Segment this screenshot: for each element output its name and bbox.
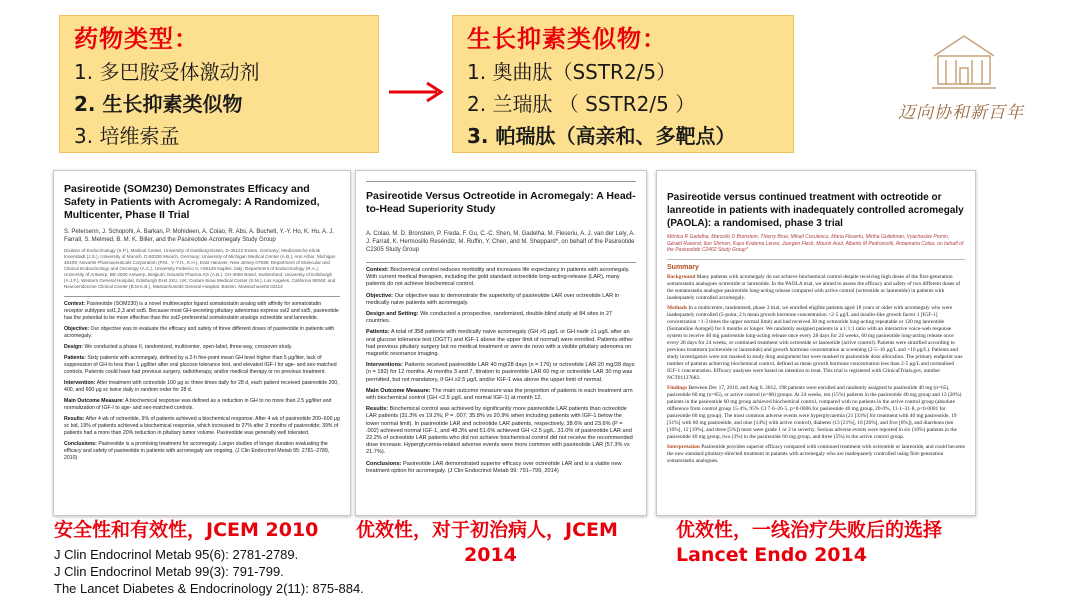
- paper-section: Results: After 4 wk of octreotide, 9% of patients achieved a biochemical response. After 4 wk of pasireotide 200–600 μg sc bid, 19% of patients achieved a biochemical response, which increased to 27% after 3 months of pasireotide; 39% of patients had a more than 20% reduction in pituitary tumor volume. Pasireotide was generally well tolerated.: [64, 416, 340, 436]
- paper-section: Patients: Sixty patients with acromegaly, defined by a 2-h five-point mean GH level higher than 5 μg/liter, lack of suppression of GH to less than 1 μg/liter after oral glucose tolerance test, and elevated IGF-I for age- and sex-matched controls. Patients could have had previous surgery, radiotherapy, and/or medical therapy or no previous treatment.: [64, 355, 337, 375]
- paper-section: Design and Setting: We conducted a prospective, randomized, double-blind study at 84 sites in 27 countries.: [366, 311, 613, 325]
- analog-item-3: 3. 帕瑞肽（高亲和、多靶点）: [467, 124, 736, 148]
- analog-item-2: 2. 兰瑞肽 （ SSTR2/5 ）: [467, 92, 696, 116]
- paper-section: Objective: Our objective was to demonstrate the superiority of pasireotide LAR over octreotide LAR in medically naive patients with acromegaly.: [366, 292, 620, 306]
- somatostatin-analog-box: [452, 15, 794, 153]
- paper-title: Pasireotide versus continued treatment with octreotide or lanreotide in patients with inadequately controlled acromegaly (PAOLA): a randomised, phase 3 trial: [667, 192, 964, 229]
- paper-section: Background Many patients with acromegaly do not achieve biochemical control despite receiving high doses of the first-generation somatostatin analogues octreotide or lanreotide. In the PAOLA trial, we aimed to assess the efficacy and safety of two different doses of the somatostatin analogue pasireotide long-acting release compared with active control (octreotide or lanreotide) in patients with inadequately controlled acromegaly.: [667, 273, 961, 301]
- paper-section: Results: Biochemical control was achieved by significantly more pasireotide LAR patients than octreotide LAR patients (31.3% vs 19.2%; P = .007; 35.8% vs 20.9% when including patients with IGF-1 below the lower normal limit). In pasireotide LAR and octreotide LAR patients, respectively, 38.6% and 23.6% (P = .002) achieved normal IGF-1, and 48.3% and 51.6% achieved GH <2.5 μg/L. 31.0% of pasireotide LAR and 22.2% of octreotide LAR patients who did not achieve biochemical control did not receive the recommended dose increase. Hyperglycemia-related adverse events were more common with pasireotide LAR (57.3% vs 21.7%).: [366, 406, 633, 456]
- divider: [667, 259, 965, 260]
- divider: [64, 296, 340, 297]
- drug-type-box: [59, 15, 379, 153]
- reference-item: J Clin Endocrinol Metab 99(3): 791-799.: [54, 564, 284, 579]
- drug-type-list: [74, 56, 364, 152]
- paper-lancet-2014: [656, 170, 976, 516]
- right-arrow-icon: [387, 80, 447, 104]
- caption-paper-2: 优效性，对于初治病人，JCEM 2014: [356, 519, 618, 566]
- caption-paper-1: 安全性和有效性，JCEM 2010: [54, 519, 319, 541]
- paper-authors: A. Colao, M. D. Bronstein, P. Freda, F. Gu, C.-C. Shen, M. Gadelha, M. Fleseriu, A. J. van der Lely, A. J. Farrall, K. Hermosillo Reséndiz, M. Ruffin, Y. Chen, and M. Sheppard*, on behalf of the Pasireotide C2305 Study Group: [366, 231, 635, 253]
- somatostatin-analog-list: [467, 56, 779, 152]
- summary-heading: Summary: [667, 263, 699, 271]
- paper-section: Conclusions: Pasireotide LAR demonstrated superior efficacy over octreotide LAR and is a viable new treatment option for acromegaly. (J Clin Endocrinol Metab 99: 791–799, 2014): [366, 460, 622, 474]
- drug-type-item-2: 2. 生长抑素类似物: [74, 92, 243, 116]
- paper-section: Objective: Our objective was to evaluate the efficacy and safety of three different doses of pasireotide in patients with acromegaly.: [64, 326, 335, 339]
- paper-section: Interpretation Pasireotide provides superior efficacy compared with continued treatment with octreotide or lanreotide, and could become the new standard pituitary-directed treatment in patients with acromegaly who are inadequately controlled using first-generation somatostatin analogues.: [667, 443, 966, 464]
- drug-type-title: 药物类型：: [74, 25, 199, 53]
- paper-authors: Mônica R Gadelha, Marcello D Bronstein, Thierry Brue, Mihail Coculescu, Maria Fleseriu, Mirtha Guitelman, Vyacheslav Pronin, Gérald Raverot, Ilan Shimon, Kayo Kodama Lievre, Juergen Fleck, Mounir Aout, Alberto M Pedroncelli, Annamaria Colao, on behalf of the Pasireotide C2402 Study Group*: [667, 234, 964, 253]
- paper-section: Conclusions: Pasireotide is a promising treatment for acromegaly. Larger studies of longer duration evaluating the efficacy and safety of pasireotide in patients with acromegaly are ongoing. (J Clin Endocrinol Metab 95: 2781–2789, 2010): [64, 441, 330, 461]
- hospital-slogan: 迈向协和新百年: [898, 103, 1024, 123]
- paper-section: Patients: A total of 358 patients with medically naive acromegaly (GH >5 μg/L or GH nadir ≥1 μg/L after an oral glucose tolerance test (OGTT) and IGF-1 above the upper limit of normal) were enrolled. Patients either had previous pituitary surgery but no medical treatment or were de novo with a visible pituitary adenoma on magnetic resonance imaging.: [366, 329, 634, 358]
- caption-paper-3: 优效性，一线治疗失败后的选择 Lancet Endo 2014: [676, 519, 943, 566]
- paper-affiliations: Division of Endocrinology (S.P.), Medical Center, University of Duisburg-Essen, D-45122 Essen, Germany; Medizinische Klinik Innenstadt (J.S.), University of Munich, D-80336 Munich, Germany; University of Michigan Medical Center (A.B.), Ann Arbor, Michigan 48109; Novartis Pharmaceuticals Corporation (P.M., Y.-Y.H., K.H.), East Hanover, New Jersey 07936; Department of Molecular and Clinical Endocrinology and Oncology (A.C.), University Federico II, I-80125 Naples, Italy; Department of Endocrinology (R.A.), University of Antwerp, BE-2000 Antwerp, Belgium; Novartis Pharma AG (A.B.), CH-4056 Basel, Switzerland; University of Edinburgh (A.J.F.), Western General Hospital, Edinburgh EH4 2XU, UK; Cedars-Sinai Medical Center (S.M.), Los Angeles, California 90048; and Neuroendocrine Clinical Center (B.M.K.B.), Massachusetts General Hospital, Boston, Massachusetts 02114: [64, 248, 336, 289]
- paper-section: Main Outcome Measure: The main outcome measure was the proportion of patients in each treatment arm with biochemical control (GH <2.5 μg/L and normal IGF-1) at month 12.: [366, 387, 633, 402]
- reference-item: J Clin Endocrinol Metab 95(6): 2781-2789.: [54, 547, 299, 562]
- paper-title: Pasireotide (SOM230) Demonstrates Efficacy and Safety in Patients with Acromegaly: A Randomized, Multicenter, Phase II Trial: [64, 183, 320, 221]
- hospital-seal-icon: [928, 30, 1000, 92]
- somatostatin-analog-title: 生长抑素类似物：: [467, 25, 667, 53]
- paper-section: Findings Between Dec 17, 2010, and Aug 6, 2012, 198 patients were enrolled and randomly assigned to pasireotide 40 mg (n=65), pasireotide 60 mg (n=65), or active control (n=68) groups. At 24 weeks, ten (15%) patients in the pasireotide 40 mg group and 13 (20%) patients in the pasireotide 60 mg group achieved biochemical control, compared with no patients in the active control group (absolute difference from control group 15·4%, 95% CI 7·6–26·5, p=0·0006 for pasireotide 40 mg group, 20·0%, 11·1–31·8, p<0·0001 for pasireotide 60 mg group). The most common adverse events were hyperglycaemia (21 [33%] for treatment with 40 mg pasireotide, 19 [31%] with 60 mg pasireotide, and nine [14%] with active control), diabetes (13 [21%], 16 [26%], and five [8%]), and diarrhoea (ten [16%], 12 [19%], and three [5%]) most were grade 1 or 2 in severity. Serious adverse events were reported in six (10%) patients in the pasireotide 40 mg group, two (3%) in the pasireotide 60 mg group, and three (5%) in the active control group.: [667, 384, 962, 440]
- paper-jcem-2010: [53, 170, 351, 516]
- paper-authors: S. Petersenn, J. Schopohl, A. Barkan, P. Mohideen, A. Colao, R. Abs, A. Buchelt, Y.-Y. Ho, K. Hu, A. J. Farrall, S. Melmed, B. M. K. Biller, and the Pasireotide Acromegaly Study Group: [64, 229, 335, 243]
- drug-type-item-1: 1. 多巴胺受体激动剂: [74, 60, 260, 84]
- paper-section: Main Outcome Measure: A biochemical response was defined as a reduction in GH to no more than 2.5 μg/liter and normalization of IGF-I to age- and sex-matched controls.: [64, 398, 332, 411]
- paper-section: Context: Biochemical control reduces morbidity and increases life expectancy in patients with acromegaly. With current medical therapies, including the gold standard octreotide long-acting-release (LAR), many patients do not achieve biochemical control.: [366, 267, 630, 288]
- paper-section: Context: Pasireotide (SOM230) is a novel multireceptor ligand somatostatin analog with affinity for somatostatin receptor subtypes sst1,2,3 and sst5. Because most GH-secreting pituitary adenomas express sst2 and sst5, pasireotide has the potential to be more effective than the sst2-preferential somatostatin analogs octreotide and lanreotide.: [64, 301, 339, 321]
- analog-item-1: 1. 奥曲肽（SSTR2/5）: [467, 60, 677, 84]
- divider: [366, 181, 636, 182]
- paper-title: Pasireotide Versus Octreotide in Acromegaly: A Head-to-Head Superiority Study: [366, 190, 636, 215]
- paper-section: Design: We conducted a phase II, randomized, multicenter, open-label, three-way, crossover study.: [64, 344, 293, 350]
- divider: [366, 262, 636, 263]
- paper-section: Methods In a multicentre, randomised, phase 3 trial, we enrolled eligible patients aged 18 years or older with acromegaly who were inadequately controlled (5-point, 2 h mean growth hormone concentration >2·5 μg/L and insulin-like growth factor 1 [IGF-1] concentration >1·3 times the upper normal limit) and had received 30 mg octreotide long-acting repeatable or 120 mg lanreotide (Somatuline Autogel) for 6 months or longer. We randomly assigned patients in a 1:1:1 ratio with an interactive voice-web response system to receive 40 mg pasireotide long-acting release once every 28 days for 24 weeks, 60 mg pasireotide long-acting release once every 28 days for 24 weeks, or continued treatment with octreotide or lanreotide (active control). Patients were stratified according to previous treatment (octreotide or lanreotide) and growth hormone concentration at screening (2·5–10 μg/L and >10 μg/L). Patients and study investigators were not masked to study drug assignment but were masked to pasireotide dose allocation. The primary endpoint was number of patients achieving biochemical control, defined as mean growth hormone concentration less than 2·5 μg/L and normalised IGF-1 concentration. Efficacy analyses were based on intention to treat. This trial is registered with ClinicalTrials.gov, number NCT01137682.: [667, 304, 963, 381]
- paper-section: Interventions: Patients received pasireotide LAR 40 mg/28 days (n = 176) or octreotide LAR 20 mg/28 days (n = 182) for 12 months. At months 3 and 7, titration to pasireotide LAR 60 mg or octreotide LAR 30 mg was permitted, but not mandatory, if GH ≥2.5 μg/L and/or IGF-1 was above the upper limit of normal.: [366, 362, 635, 383]
- drug-type-item-3: 3. 培维索孟: [74, 124, 180, 148]
- paper-jcem-2014: [355, 170, 647, 516]
- paper-section: Intervention: After treatment with octreotide 100 μg sc three times daily for 28 d, each patient received pasireotide 200, 400, and 600 μg sc twice daily in random order for 28 d.: [64, 380, 339, 393]
- reference-item: The Lancet Diabetes & Endocrinology 2(11): 875-884.: [54, 581, 364, 596]
- references: [54, 546, 364, 597]
